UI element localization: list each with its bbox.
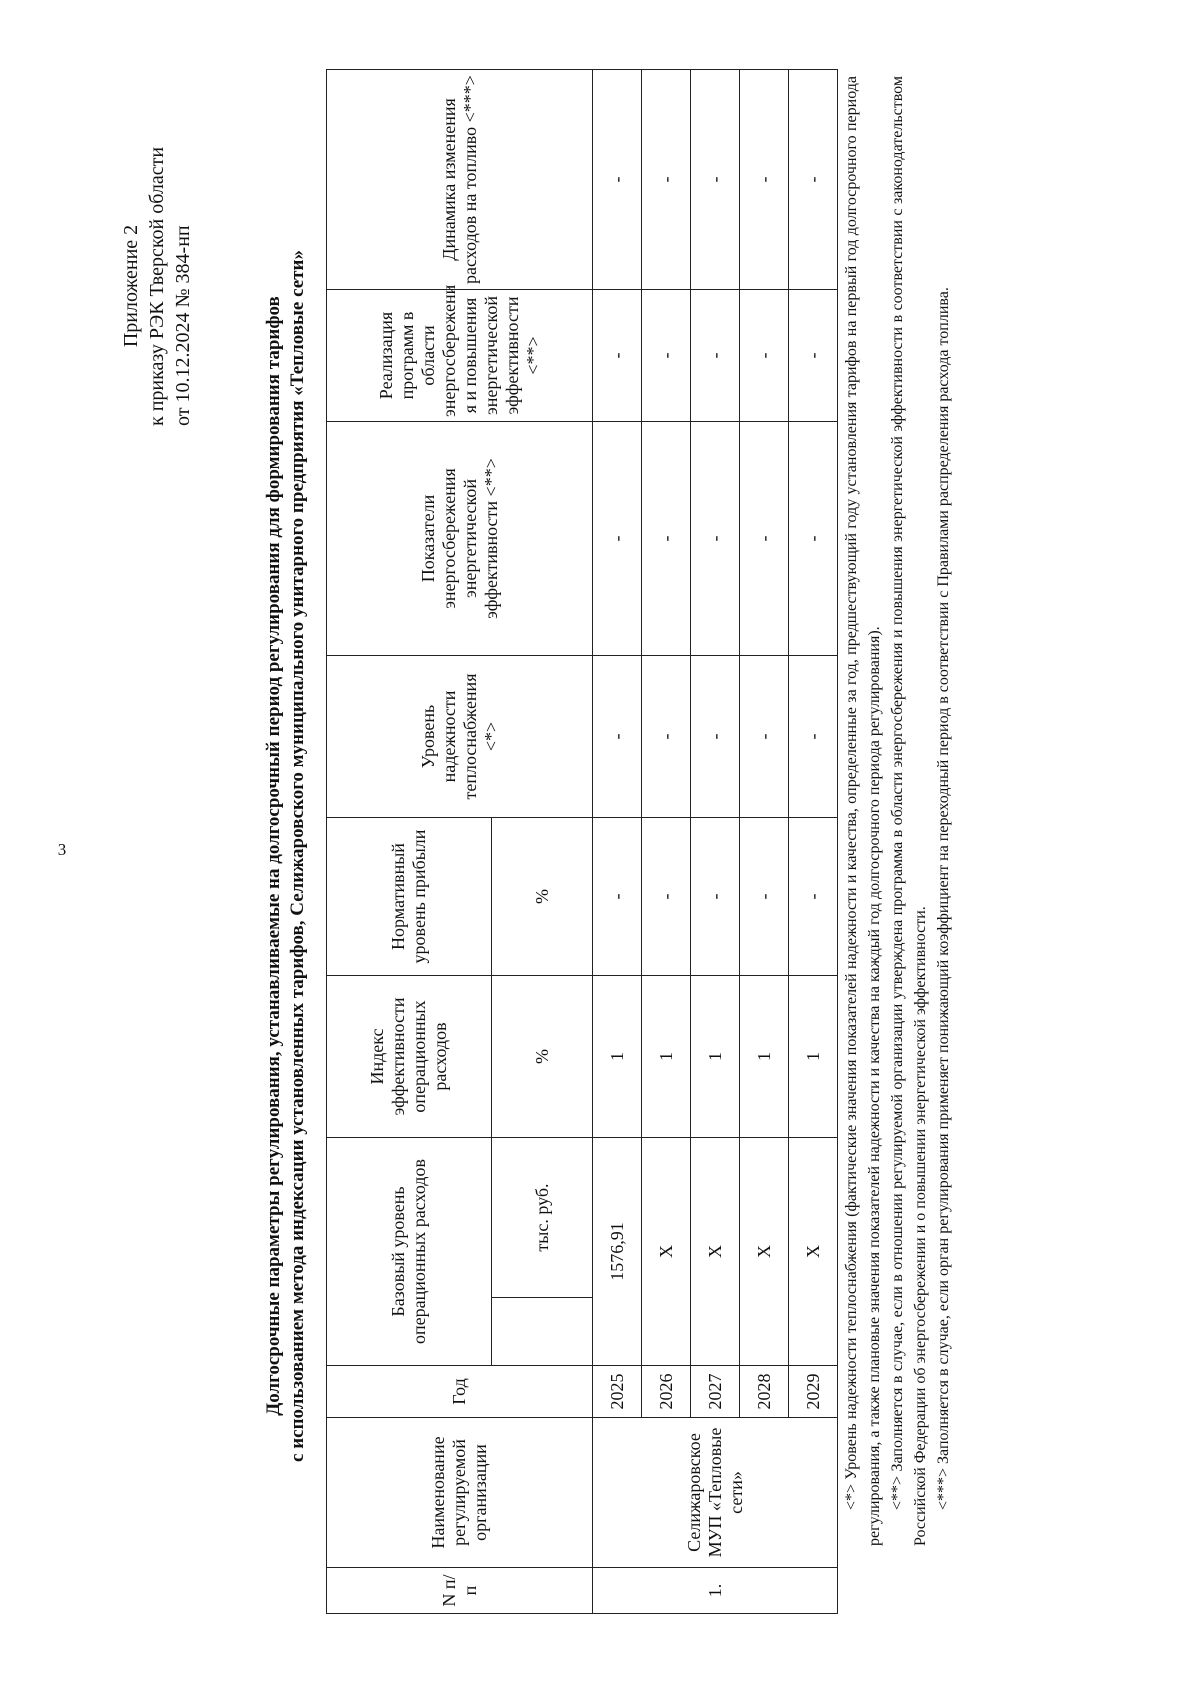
table-row bbox=[691, 70, 740, 1614]
cell-energy-indicators: - bbox=[691, 422, 740, 656]
cell-energy-program: - bbox=[789, 290, 838, 422]
title-line-2: с использованием метода индексации установленных тарифов, Селижаровского муниципального унитарного предприятия «Тепловые сети» bbox=[287, 250, 308, 1462]
cell-fuel-dynamics: - bbox=[642, 70, 691, 290]
table-row bbox=[593, 70, 642, 1614]
cell-year: 2025 bbox=[593, 1366, 642, 1418]
cell-year: 2026 bbox=[642, 1366, 691, 1418]
cell-fuel-dynamics: - bbox=[740, 70, 789, 290]
cell-profit: - bbox=[789, 818, 838, 976]
document-title bbox=[262, 106, 310, 1606]
org-number: 1. bbox=[593, 1568, 838, 1614]
footnote-energy-program: <**> Заполняется в случае, если в отношении регулируемой организации утверждена программа в области энергосбережения и повышения энергетической эффективности в соответствии с законодательством Российской Федерации об энергосбережении и о повышении энергетической эффективности. bbox=[889, 76, 929, 1546]
cell-energy-indicators: - bbox=[642, 422, 691, 656]
cell-base-opex: X bbox=[740, 1138, 789, 1366]
cell-year: 2028 bbox=[740, 1366, 789, 1418]
cell-energy-program: - bbox=[740, 290, 789, 422]
cell-reliability: - bbox=[740, 656, 789, 818]
table-row bbox=[740, 70, 789, 1614]
header-fuel-dynamics: Динамика изменения расходов на топливо <***> bbox=[327, 70, 593, 290]
cell-efficiency-index: 1 bbox=[740, 976, 789, 1138]
header-efficiency-index: Индекс эффективности операционных расходов bbox=[327, 976, 492, 1138]
appendix-date-line: от 10.12.2024 № 384-нп bbox=[172, 225, 194, 426]
cell-energy-program: - bbox=[593, 290, 642, 422]
header-org: Наименование регулируемой организации bbox=[327, 1418, 593, 1568]
header-energy-indicators: Показатели энергосбережения энергетической эффективности <**> bbox=[327, 422, 593, 656]
appendix-order-line: к приказу РЭК Тверской области bbox=[146, 146, 168, 426]
cell-energy-program: - bbox=[691, 290, 740, 422]
cell-reliability: - bbox=[691, 656, 740, 818]
cell-year: 2027 bbox=[691, 1366, 740, 1418]
cell-efficiency-index: 1 bbox=[593, 976, 642, 1138]
cell-base-opex: X bbox=[789, 1138, 838, 1366]
header-base-opex: Базовый уровень операционных расходов bbox=[327, 1138, 492, 1366]
cell-efficiency-index: 1 bbox=[789, 976, 838, 1138]
table-row bbox=[642, 70, 691, 1614]
cell-base-opex: X bbox=[691, 1138, 740, 1366]
title-line-1: Долгосрочные параметры регулирования, устанавливаемые на долгосрочный период регулирования для формирования тарифов bbox=[263, 296, 284, 1416]
cell-profit: - bbox=[642, 818, 691, 976]
cell-reliability: - bbox=[593, 656, 642, 818]
units-efficiency-index: % bbox=[492, 976, 593, 1138]
cell-reliability: - bbox=[642, 656, 691, 818]
cell-profit: - bbox=[691, 818, 740, 976]
cell-efficiency-index: 1 bbox=[642, 976, 691, 1138]
units-base-opex: тыс. руб. bbox=[492, 1138, 593, 1298]
cell-fuel-dynamics: - bbox=[789, 70, 838, 290]
header-energy-program: Реализация программ в области энергосбережени я и повышения энергетической эффективности <**> bbox=[327, 290, 593, 422]
cell-reliability: - bbox=[789, 656, 838, 818]
footnote-reliability: <*> Уровень надежности теплоснабжения (фактические значения показателей надежности и качества, определенные за год, предшествующий году установления тарифов на первый год долгосрочного периода регулирования, а также плановые значения показателей надежности и качества на каждый год долгосрочного периода регулирования). bbox=[843, 76, 883, 1546]
footnote-fuel: <***> Заполняется в случае, если орган регулирования применяет понижающий коэффициент на переходный период в соответствии с Правилами распределения расхода топлива. bbox=[935, 287, 952, 1510]
units-profit: % bbox=[492, 818, 593, 976]
cell-energy-indicators: - bbox=[789, 422, 838, 656]
appendix-title: Приложение 2 bbox=[120, 224, 142, 348]
table-row bbox=[789, 70, 838, 1614]
units-spacer bbox=[492, 1298, 593, 1366]
header-reliability: Уровень надежности теплоснабжения <*> bbox=[327, 656, 593, 818]
cell-year: 2029 bbox=[789, 1366, 838, 1418]
header-year: Год bbox=[327, 1366, 593, 1418]
cell-efficiency-index: 1 bbox=[691, 976, 740, 1138]
cell-base-opex: 1576,91 bbox=[593, 1138, 642, 1366]
footnotes bbox=[840, 76, 955, 1546]
header-num: N п/п bbox=[327, 1568, 593, 1614]
cell-energy-indicators: - bbox=[593, 422, 642, 656]
header-profit: Нормативный уровень прибыли bbox=[327, 818, 492, 976]
appendix-block bbox=[118, 26, 196, 426]
cell-energy-indicators: - bbox=[740, 422, 789, 656]
cell-fuel-dynamics: - bbox=[691, 70, 740, 290]
cell-fuel-dynamics: - bbox=[593, 70, 642, 290]
page-number: 3 bbox=[57, 840, 67, 859]
cell-profit: - bbox=[593, 818, 642, 976]
cell-base-opex: X bbox=[642, 1138, 691, 1366]
parameters-table bbox=[326, 69, 838, 1614]
org-name: Селижаровское МУП «Тепловые сети» bbox=[593, 1418, 838, 1568]
cell-energy-program: - bbox=[642, 290, 691, 422]
cell-profit: - bbox=[740, 818, 789, 976]
